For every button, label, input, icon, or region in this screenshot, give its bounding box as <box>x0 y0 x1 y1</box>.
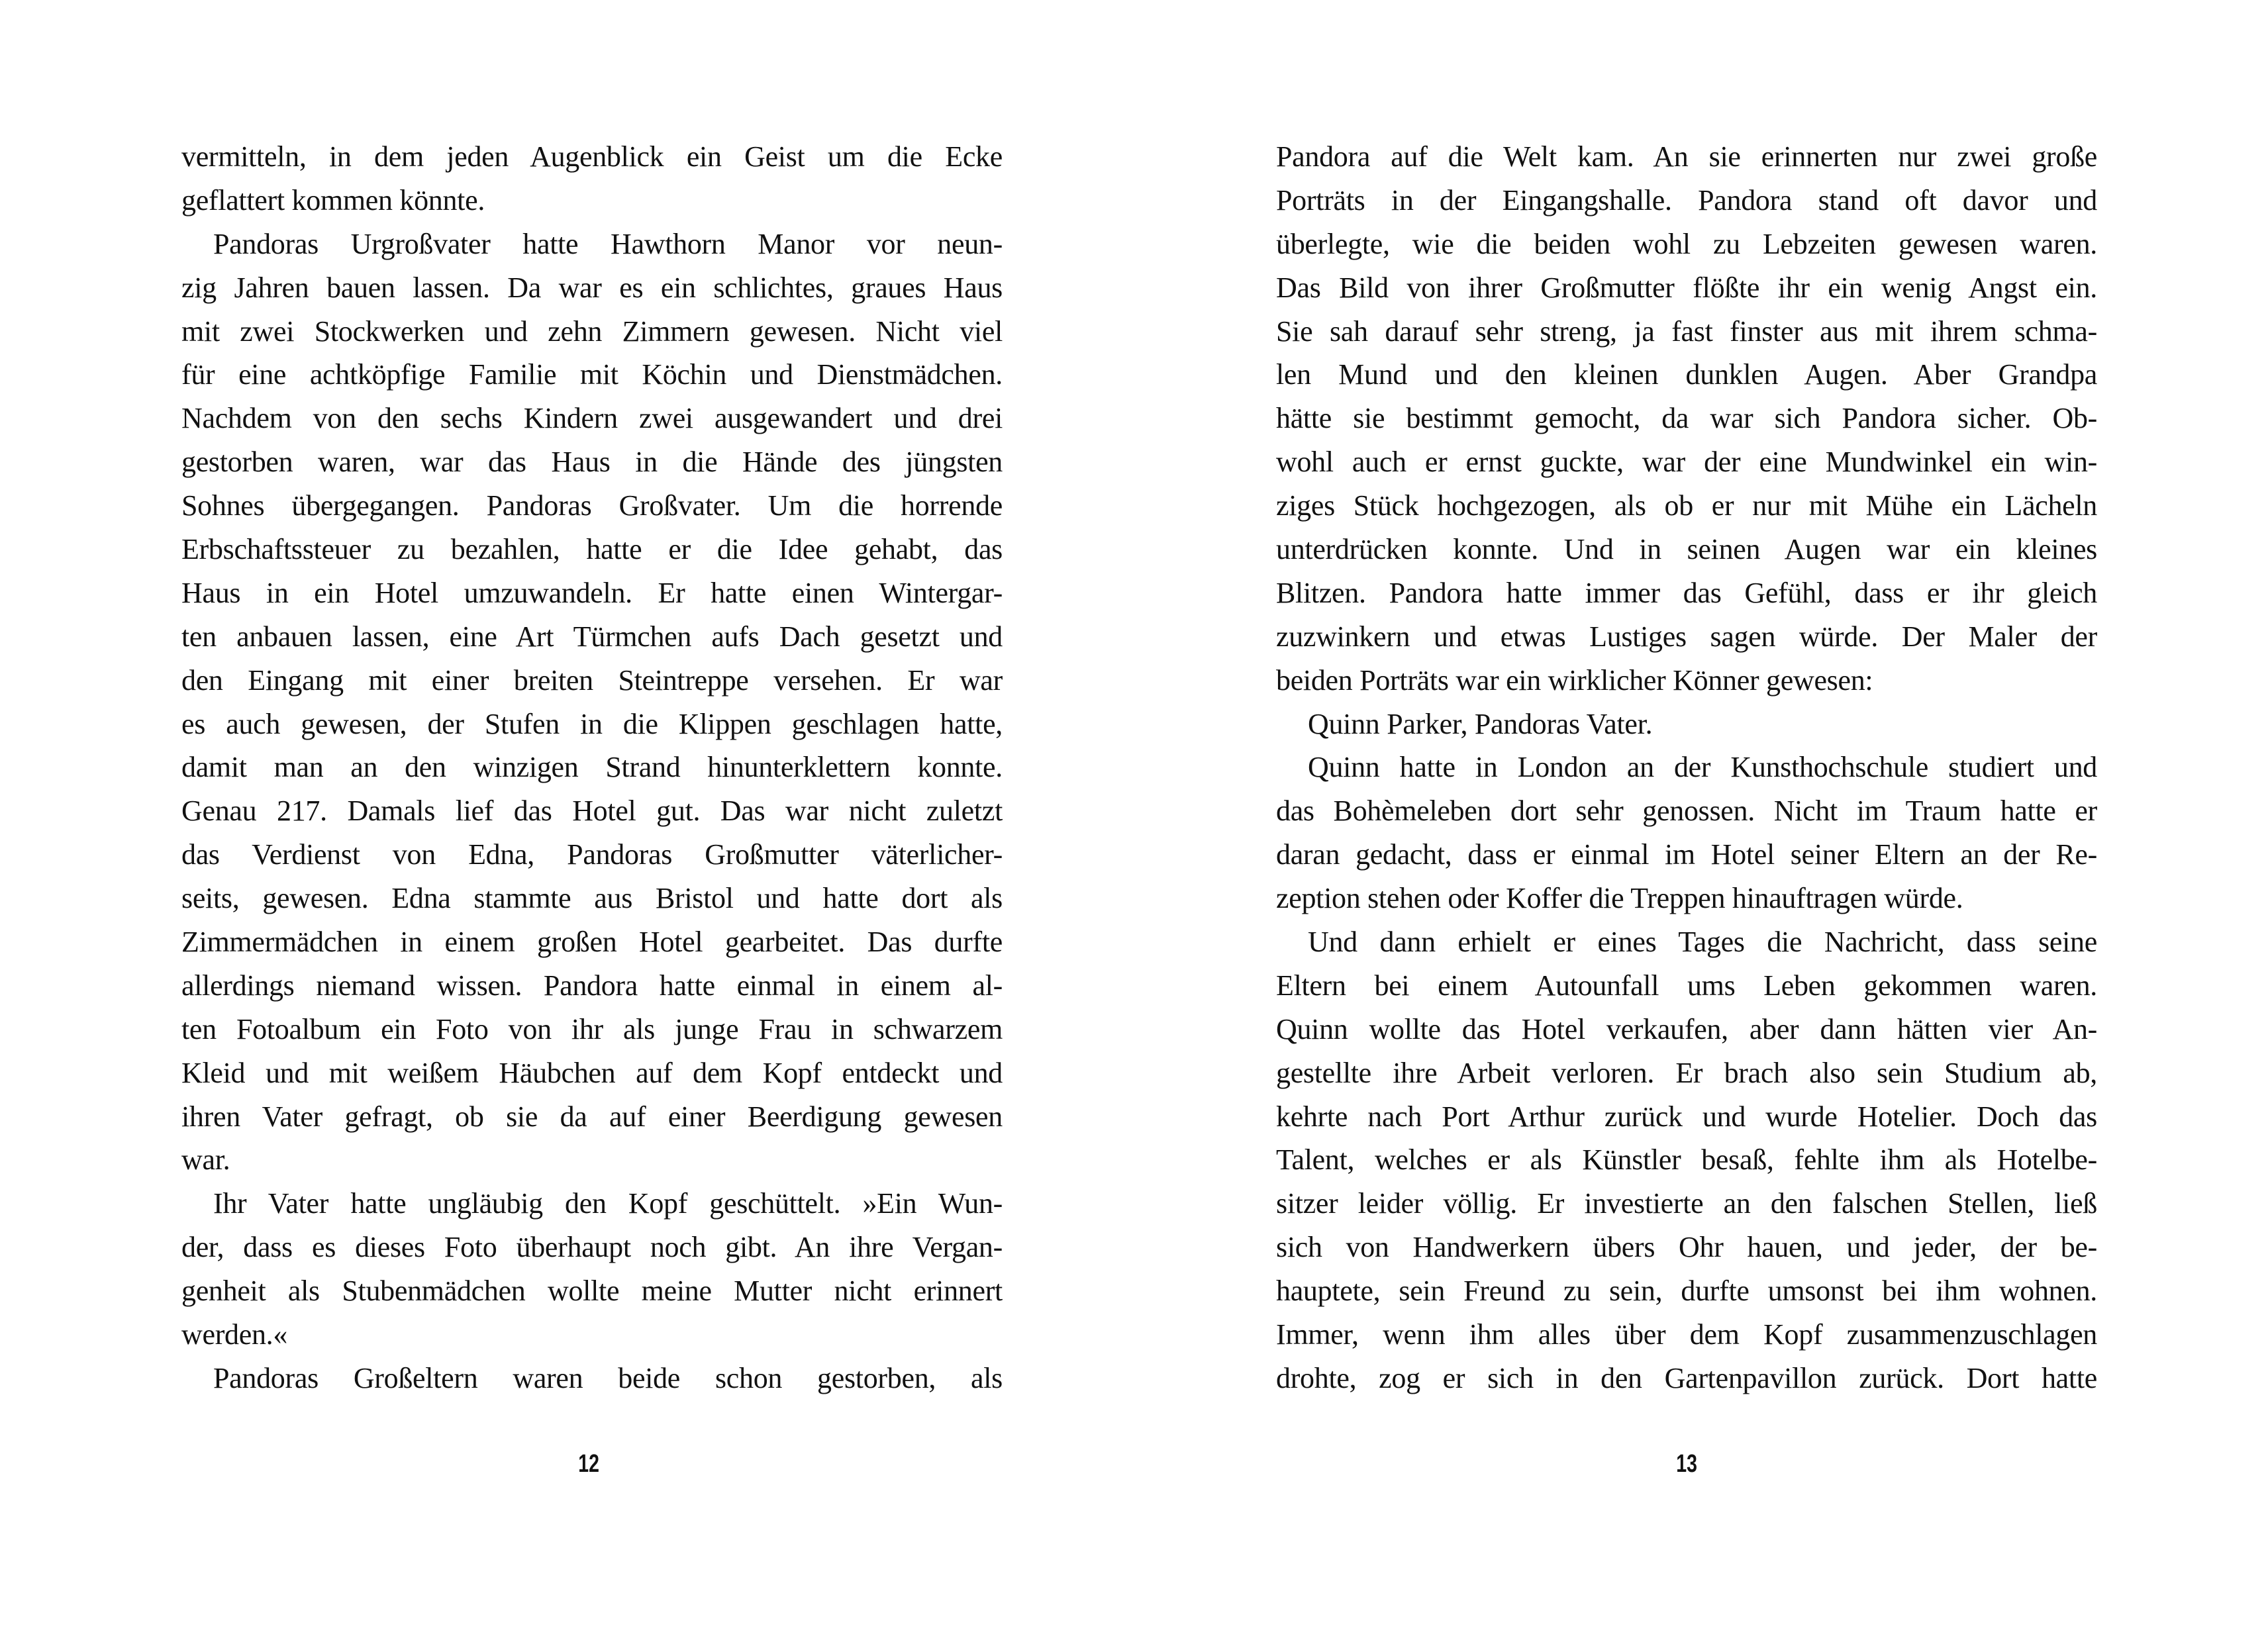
text-line: für eine achtköpfige Familie mit Köchin und Dienstmädchen. <box>181 358 1003 391</box>
text-line: gestellte ihre Arbeit verloren. Er brach also sein Studium ab, <box>1276 1056 2097 1089</box>
text-line: das Bohèmeleben dort sehr genossen. Nicht im Traum hatte er <box>1276 795 2097 828</box>
text-line: den Eingang mit einer breiten Steintreppe versehen. Er war <box>181 663 1003 697</box>
body-text <box>181 135 1003 1400</box>
text-line: das Verdienst von Edna, Pandoras Großmutter väterlicher- <box>181 838 1003 871</box>
text-line: es auch gewesen, der Stufen in die Klippen geschlagen hatte, <box>181 707 1003 740</box>
text-line: Und dann erhielt er eines Tages die Nachricht, dass seine <box>1308 926 2097 959</box>
text-line: daran gedacht, dass er einmal im Hotel seiner Eltern an der Re- <box>1276 838 2097 871</box>
text-line: Sie sah darauf sehr streng, ja fast finster aus mit ihrem schma- <box>1276 314 2097 348</box>
text-line: überlegte, wie die beiden wohl zu Lebzeiten gewesen waren. <box>1276 227 2097 260</box>
text-line: vermitteln, in dem jeden Augenblick ein Geist um die Ecke <box>181 140 1003 173</box>
text-line: Genau 217. Damals lief das Hotel gut. Das war nicht zuletzt <box>181 795 1003 828</box>
text-line: der, dass es dieses Foto überhaupt noch gibt. An ihre Vergan- <box>181 1231 1003 1264</box>
text-line: Eltern bei einem Autounfall ums Leben gekommen waren. <box>1276 969 2097 1002</box>
text-line: damit man an den winzigen Strand hinunterklettern konnte. <box>181 751 1003 784</box>
text-line: zeption stehen oder Koffer die Treppen hinauftragen würde. <box>1276 882 1963 915</box>
text-line: allerdings niemand wissen. Pandora hatte einmal in einem al- <box>181 969 1003 1002</box>
text-line: unterdrücken konnte. Und in seinen Augen war ein kleines <box>1276 533 2097 566</box>
text-line: len Mund und den kleinen dunklen Augen. Aber Grandpa <box>1276 358 2097 391</box>
page-number: 13 <box>1676 1450 1697 1478</box>
text-line: Zimmermädchen in einem großen Hotel gearbeitet. Das durfte <box>181 926 1003 959</box>
text-line: Pandoras Urgroßvater hatte Hawthorn Manor vor neun- <box>213 227 1003 260</box>
text-line: Talent, welches er als Künstler besaß, fehlte ihm als Hotelbe- <box>1276 1143 2097 1177</box>
text-line: mit zwei Stockwerken und zehn Zimmern gewesen. Nicht viel <box>181 314 1003 348</box>
text-line: sich von Handwerkern übers Ohr hauen, und jeder, der be- <box>1276 1231 2097 1264</box>
text-line: war. <box>181 1143 230 1177</box>
text-line: sitzer leider völlig. Er investierte an den falschen Stellen, ließ <box>1276 1187 2097 1220</box>
text-line: Nachdem von den sechs Kindern zwei ausgewandert und drei <box>181 402 1003 435</box>
text-line: Immer, wenn ihm alles über dem Kopf zusammenzuschlagen <box>1276 1318 2097 1351</box>
text-line: ihren Vater gefragt, ob sie da auf einer Beerdigung gewesen <box>181 1100 1003 1133</box>
text-line: Kleid und mit weißem Häubchen auf dem Kopf entdeckt und <box>181 1056 1003 1089</box>
page-number: 12 <box>578 1450 599 1478</box>
text-line: werden.« <box>181 1318 288 1351</box>
text-line: zig Jahren bauen lassen. Da war es ein schlichtes, graues Haus <box>181 271 1003 304</box>
text-line: Pandoras Großeltern waren beide schon gestorben, als <box>213 1361 1003 1394</box>
text-line: zuzwinkern und etwas Lustiges sagen würde. Der Maler der <box>1276 620 2097 653</box>
text-line: geflattert kommen könnte. <box>181 183 485 217</box>
text-line: hätte sie bestimmt gemocht, da war sich Pandora sicher. Ob- <box>1276 402 2097 435</box>
book-page-right <box>1134 0 2267 1642</box>
text-line: ten Fotoalbum ein Foto von ihr als junge Frau in schwarzem <box>181 1012 1003 1045</box>
text-line: Erbschaftssteuer zu bezahlen, hatte er die Idee gehabt, das <box>181 533 1003 566</box>
text-line: Quinn Parker, Pandoras Vater. <box>1308 707 1653 740</box>
text-line: Haus in ein Hotel umzuwandeln. Er hatte einen Wintergar- <box>181 576 1003 609</box>
text-line: Ihr Vater hatte ungläubig den Kopf geschüttelt. »Ein Wun- <box>213 1187 1003 1220</box>
text-line: Das Bild von ihrer Großmutter flößte ihr ein wenig Angst ein. <box>1276 271 2097 304</box>
text-line: Porträts in der Eingangshalle. Pandora stand oft davor und <box>1276 183 2097 217</box>
text-line: kehrte nach Port Arthur zurück und wurde Hotelier. Doch das <box>1276 1100 2097 1133</box>
text-line: gestorben waren, war das Haus in die Hände des jüngsten <box>181 446 1003 479</box>
text-line: ten anbauen lassen, eine Art Türmchen aufs Dach gesetzt und <box>181 620 1003 653</box>
text-line: Pandora auf die Welt kam. An sie erinnerten nur zwei große <box>1276 140 2097 173</box>
text-line: Quinn wollte das Hotel verkaufen, aber dann hätten vier An- <box>1276 1012 2097 1045</box>
text-line: drohte, zog er sich in den Gartenpavillon zurück. Dort hatte <box>1276 1361 2097 1394</box>
text-line: Sohnes übergegangen. Pandoras Großvater. Um die horrende <box>181 489 1003 522</box>
text-line: wohl auch er ernst guckte, war der eine Mundwinkel ein win- <box>1276 446 2097 479</box>
text-line: Quinn hatte in London an der Kunsthochschule studiert und <box>1308 751 2097 784</box>
body-text <box>1276 135 2097 1400</box>
text-line: seits, gewesen. Edna stammte aus Bristol und hatte dort als <box>181 882 1003 915</box>
text-line: ziges Stück hochgezogen, als ob er nur mit Mühe ein Lächeln <box>1276 489 2097 522</box>
text-line: hauptete, sein Freund zu sein, durfte umsonst bei ihm wohnen. <box>1276 1275 2097 1308</box>
text-line: Blitzen. Pandora hatte immer das Gefühl, dass er ihr gleich <box>1276 576 2097 609</box>
text-line: beiden Porträts war ein wirklicher Könner gewesen: <box>1276 663 1873 697</box>
text-line: genheit als Stubenmädchen wollte meine Mutter nicht erinnert <box>181 1275 1003 1308</box>
